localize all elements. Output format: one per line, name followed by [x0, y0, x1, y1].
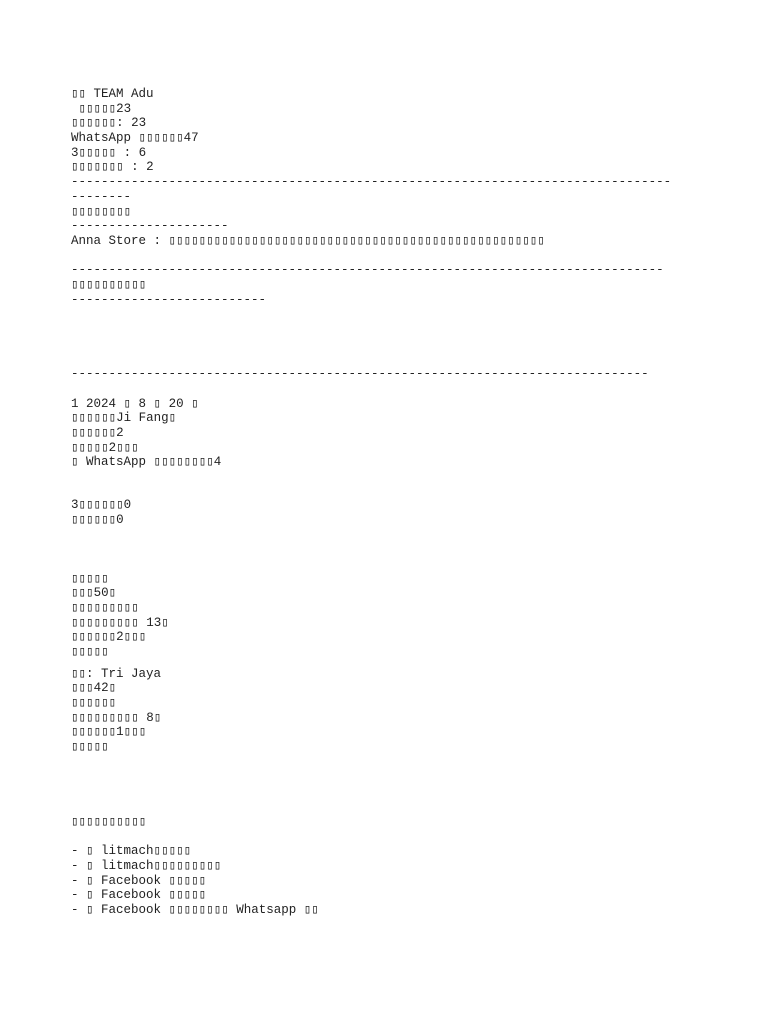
daily-report	[71, 397, 711, 470]
entry-name: ▯▯: Tri Jaya	[71, 666, 162, 681]
spacer	[71, 528, 711, 572]
spacer	[71, 660, 711, 667]
entry-2	[71, 667, 711, 755]
entry-desc: ▯▯▯▯▯▯▯▯▯	[71, 600, 139, 615]
stat-three: 3▯▯▯▯▯▯0	[71, 498, 132, 513]
divider-wrap: --------	[71, 189, 132, 204]
team-summary	[71, 87, 711, 175]
divider: --------------------------	[71, 292, 267, 307]
report-count-2: ▯▯▯▯▯2▯▯▯	[71, 440, 139, 455]
whatsapp-stat: WhatsApp ▯▯▯▯▯▯47	[71, 131, 199, 146]
team-name: ▯▯ TEAM Adu	[71, 87, 154, 101]
footer-item: - ▯ Facebook ▯▯▯▯▯▯▯▯ Whatsapp ▯▯	[71, 902, 319, 917]
entry-count: ▯▯▯▯▯▯2▯▯▯	[71, 630, 147, 645]
footer-item: - ▯ litmach▯▯▯▯▯▯▯▯▯	[71, 858, 222, 873]
team-stat-3: 3▯▯▯▯▯ : 6	[71, 145, 147, 160]
document-page	[71, 87, 711, 918]
report-whatsapp: ▯ WhatsApp ▯▯▯▯▯▯▯▯4	[71, 455, 222, 470]
entry-1	[71, 572, 711, 660]
report-count: ▯▯▯▯▯▯2	[71, 426, 124, 441]
footer-title: ▯▯▯▯▯▯▯▯▯▯	[71, 814, 147, 829]
spacer	[71, 249, 711, 264]
report-date: 1 2024 ▯ 8 ▯ 20 ▯	[71, 396, 199, 411]
entry-age: ▯▯▯42▯	[71, 681, 117, 696]
report-staff: ▯▯▯▯▯▯Ji Fang▯	[71, 411, 177, 426]
team-stat-1: ▯▯▯▯▯23	[71, 101, 132, 116]
spacer	[71, 755, 711, 815]
divider: -----------------------------------------------------------------------------	[71, 367, 649, 382]
entry-desc: ▯▯▯▯▯▯	[71, 696, 117, 710]
spacer	[71, 382, 711, 397]
spacer	[71, 470, 711, 498]
entry-days: ▯▯▯▯▯▯▯▯▯ 8▯	[71, 710, 162, 725]
divider: --------------------------------------------------------------------------------	[71, 175, 672, 190]
footer-item: - ▯ Facebook ▯▯▯▯▯	[71, 873, 207, 888]
spacer	[71, 829, 711, 844]
stat-zero: ▯▯▯▯▯▯0	[71, 512, 124, 527]
footer-item: - ▯ litmach▯▯▯▯▯	[71, 844, 192, 859]
report-stats	[71, 498, 711, 527]
team-stat-4: ▯▯▯▯▯▯▯ : 2	[71, 160, 154, 175]
entry-days: ▯▯▯▯▯▯▯▯▯ 13▯	[71, 615, 169, 630]
entry-count: ▯▯▯▯▯▯1▯▯▯	[71, 725, 147, 740]
anna-store-line: Anna Store : ▯▯▯▯▯▯▯▯▯▯▯▯▯▯▯▯▯▯▯▯▯▯▯▯▯▯▯▯▯▯▯▯▯▯▯▯▯▯▯▯▯▯▯▯▯▯▯▯▯▯	[71, 233, 545, 248]
section-title: ▯▯▯▯▯▯▯▯	[71, 204, 132, 219]
section-title: ▯▯▯▯▯▯▯▯▯▯	[71, 277, 147, 292]
divider: ---------------------	[71, 219, 229, 234]
divider: -------------------------------------------------------------------------------	[71, 263, 664, 278]
footer-notes	[71, 815, 711, 918]
entry-title: ▯▯▯▯▯	[71, 571, 109, 586]
entry-status: ▯▯▯▯▯	[71, 644, 109, 659]
spacer	[71, 307, 711, 367]
entry-age: ▯▯▯50▯	[71, 586, 117, 601]
team-stat-2: ▯▯▯▯▯▯: 23	[71, 116, 147, 131]
entry-status: ▯▯▯▯▯	[71, 740, 109, 755]
footer-item: - ▯ Facebook ▯▯▯▯▯	[71, 888, 207, 903]
